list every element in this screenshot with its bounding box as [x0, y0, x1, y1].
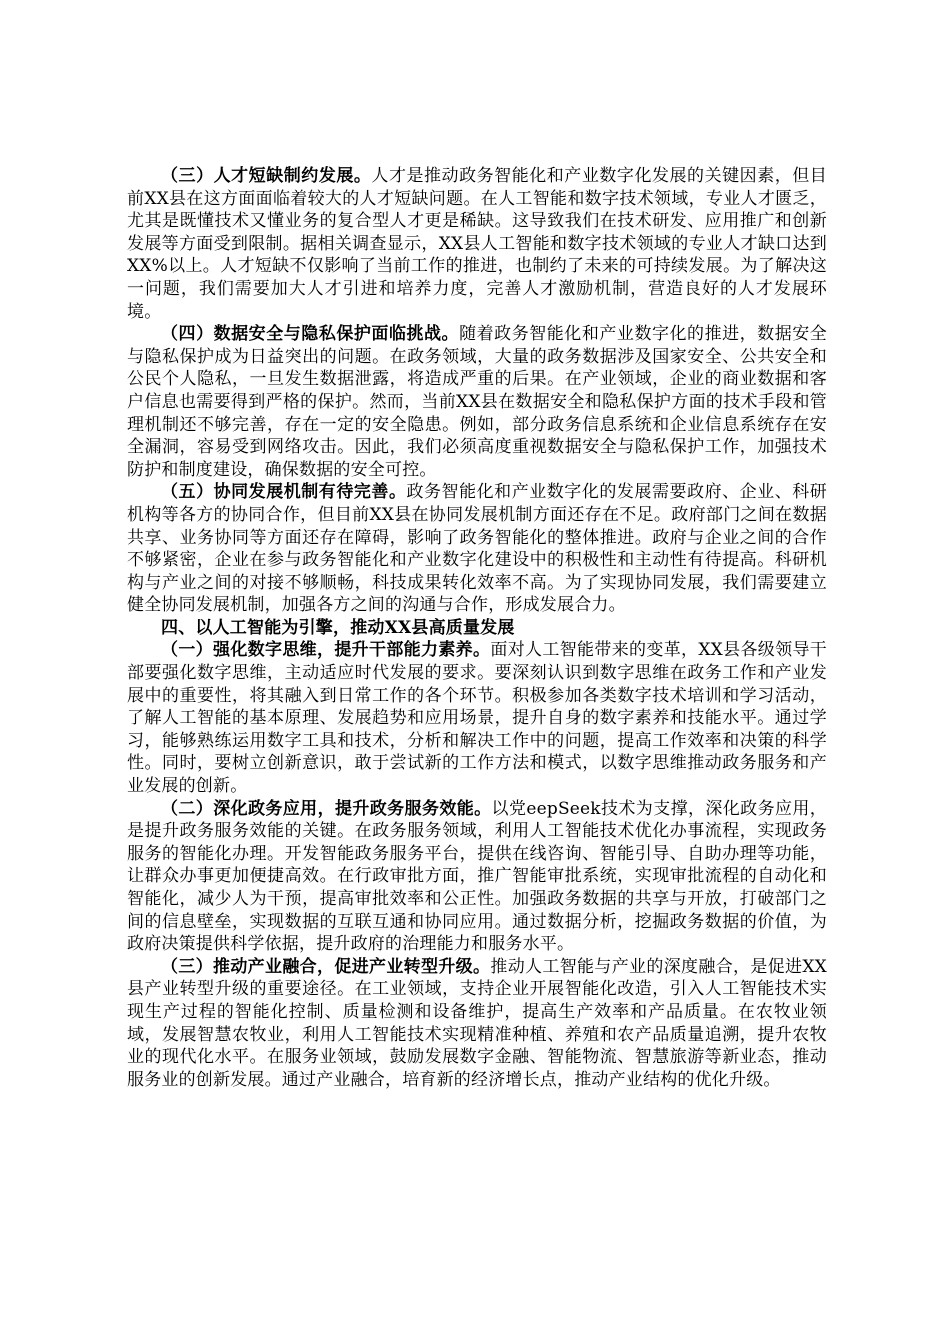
paragraph-talent-shortage	[127, 165, 827, 323]
paragraph-government-services	[127, 798, 827, 956]
paragraph-lead: （五）协同发展机制有待完善。	[161, 482, 407, 503]
paragraph-digital-thinking	[127, 639, 827, 797]
paragraph-lead: （一）强化数字思维，提升干部能力素养。	[161, 640, 491, 661]
paragraph-coordination	[127, 481, 827, 617]
paragraph-lead: （三）人才短缺制约发展。	[161, 166, 372, 186]
paragraph-body: 政务智能化和产业数字化的发展需要政府、企业、科研机构等各方的协同合作，但目前XX县在协同发展机制方面还存在不足。政府部门之间在数据共享、业务协同等方面还存在障碍，影响了政务智能化的整体推进。政府与企业之间的合作不够紧密，企业在参与政务智能化和产业数字化建设中的积极性和主动性有待提高。科研机构与产业之间的对接不够顺畅，科技成果转化效率不高。为了实现协同发展，我们需要建立健全协同发展机制，加强各方之间的沟通与合作，形成发展合力。	[127, 482, 827, 616]
paragraph-industry-integration	[127, 956, 827, 1092]
paragraph-body: 面对人工智能带来的变革，XX县各级领导干部要强化数字思维，主动适应时代发展的要求。要深刻认识到数字思维在政务工作和产业发展中的重要性，将其融入到日常工作的各个环节。积极参加各类数字技术培训和学习活动，了解人工智能的基本原理、发展趋势和应用场景，提升自身的数字素养和技能水平。通过学习，能够熟练运用数字工具和技术，分析和解决工作中的问题，提高工作效率和决策的科学性。同时，要树立创新意识，敢于尝试新的工作方法和模式，以数字思维推动政务服务和产业发展的创新。	[127, 640, 827, 797]
document-page	[127, 165, 827, 1091]
paragraph-body: 以党eepSeek技术为支撑，深化政务应用，是提升政务服务效能的关键。在政务服务领域，利用人工智能技术优化办事流程，实现政务服务的智能化办理。开发智能政务服务平台，提供在线咨询、智能引导、自助办理等功能，让群众办事更加便捷高效。在行政审批方面，推广智能审批系统，实现审批流程的自动化和智能化，减少人为干预，提高审批效率和公正性。加强政务数据的共享与开放，打破部门之间的信息壁垒，实现数据的互联互通和协同应用。通过数据分析，挖掘政务数据的价值，为政府决策提供科学依据，提升政府的治理能力和服务水平。	[127, 798, 827, 955]
paragraph-body: 人才是推动政务智能化和产业数字化发展的关键因素，但目前XX县在这方面面临着较大的人才短缺问题。在人工智能和数字技术领域，专业人才匮乏，尤其是既懂技术又懂业务的复合型人才更是稀缺。这导致我们在技术研发、应用推广和创新发展等方面受到限制。据相关调查显示，XX县人工智能和数字技术领域的专业人才缺口达到XX%以上。人才短缺不仅影响了当前工作的推进，也制约了未来的可持续发展。为了解决这一问题，我们需要加大人才引进和培养力度，完善人才激励机制，营造良好的人才发展环境。	[127, 166, 827, 322]
paragraph-lead: （三）推动产业融合，促进产业转型升级。	[161, 956, 491, 977]
paragraph-body: 推动人工智能与产业的深度融合，是促进XX县产业转型升级的重要途径。在工业领域，支持企业开展智能化改造，引入人工智能技术实现生产过程的智能化控制、质量检测和设备维护，提高生产效率和产品质量。在农牧业领域，发展智慧农牧业，利用人工智能技术实现精准种植、养殖和农产品质量追溯，提升农牧业的现代化水平。在服务业领域，鼓励发展数字金融、智能物流、智慧旅游等新业态，推动服务业的创新发展。通过产业融合，培育新的经济增长点，推动产业结构的优化升级。	[127, 956, 827, 1090]
paragraph-lead: （四）数据安全与隐私保护面临挑战。	[161, 324, 460, 345]
paragraph-body: 随着政务智能化和产业数字化的推进，数据安全与隐私保护成为日益突出的问题。在政务领域，大量的政务数据涉及国家安全、公共安全和公民个人隐私，一旦发生数据泄露，将造成严重的后果。在产业领域，企业的商业数据和客户信息也需要得到严格的保护。然而，当前XX县在数据安全和隐私保护方面的技术手段和管理机制还不够完善，存在一定的安全隐患。例如，部分政务信息系统和企业信息系统存在安全漏洞，容易受到网络攻击。因此，我们必须高度重视数据安全与隐私保护工作，加强技术防护和制度建设，确保数据的安全可控。	[127, 324, 827, 480]
paragraph-lead: （二）深化政务应用，提升政务服务效能。	[161, 798, 492, 819]
paragraph-data-security	[127, 323, 827, 481]
section-heading: 四、以人工智能为引擎，推动XX县高质量发展	[161, 617, 515, 638]
